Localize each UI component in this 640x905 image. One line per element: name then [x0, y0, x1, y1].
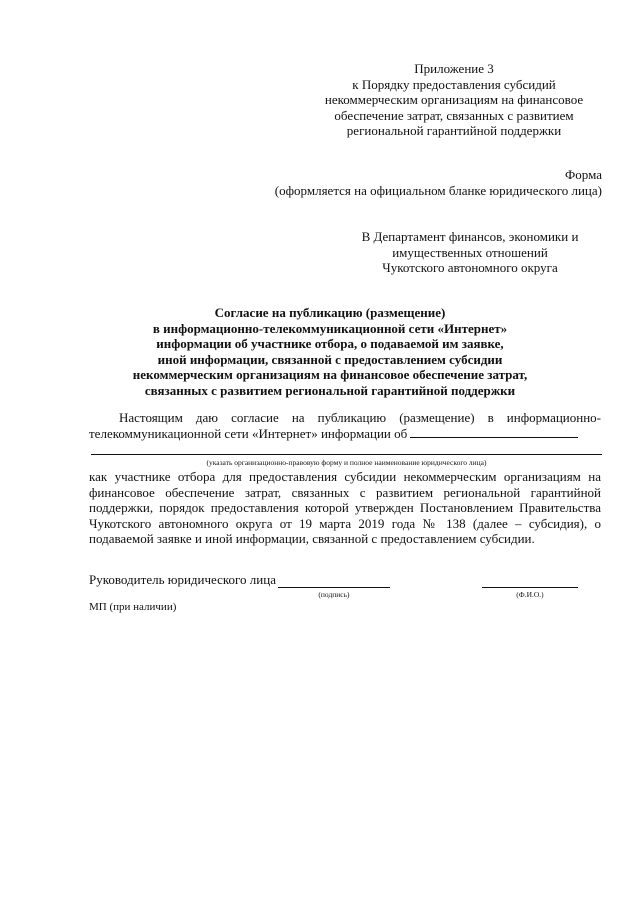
signature-line[interactable] [278, 587, 390, 588]
appendix-header [310, 61, 598, 139]
organization-name-line[interactable] [91, 454, 602, 455]
signature-hint: (подпись) [318, 590, 350, 599]
consent-paragraph-start [89, 410, 601, 441]
title-line: Согласие на публикацию (размещение) [214, 305, 446, 320]
appendix-line: к Порядку предоставления субсидий [352, 76, 556, 92]
organization-hint: (указать организационно-правовую форму и полное наименование юридического лица) [206, 458, 487, 467]
organization-blank[interactable] [410, 426, 578, 438]
addressee-line: имущественных отношений [392, 244, 548, 260]
full-name-line[interactable] [482, 587, 578, 588]
form-label: Форма [565, 167, 602, 182]
appendix-line: некоммерческим организациям на финансовое [324, 92, 584, 107]
appendix-line: обеспечение затрат, связанных с развитием [334, 107, 574, 123]
form-note: (оформляется на официальном бланке юридического лица) [274, 182, 602, 198]
full-name-hint: (Ф.И.О.) [516, 590, 544, 599]
consent-text-start: Настоящим даю согласие на публикацию (размещение) в информационно-телекоммуникационной сети «Интернет» информации об [89, 410, 601, 441]
addressee-line: В Департамент финансов, экономики и [361, 229, 579, 244]
stamp-note: МП (при наличии) [89, 601, 177, 613]
title-line: в информационно-телекоммуникационной сети «Интернет» [152, 320, 508, 336]
signatory-label: Руководитель юридического лица [89, 572, 276, 587]
title-line: иной информации, связанной с предоставлением субсидии [157, 351, 503, 367]
document-title [120, 305, 540, 398]
addressee-line: Чукотского автономного округа [382, 260, 558, 275]
appendix-line: региональной гарантийной поддержки [346, 123, 562, 138]
addressee-block [350, 229, 590, 276]
title-line: связанных с развитием региональной гарантийной поддержки [144, 382, 516, 398]
form-block [230, 167, 602, 198]
appendix-line: Приложение 3 [414, 61, 494, 76]
title-line: некоммерческим организациям на финансовое обеспечение затрат, [132, 367, 528, 382]
consent-paragraph-rest: как участнике отбора для предоставления субсидии некоммерческим организациям на финансовое обеспечение затрат, связанных с развитием региональной гарантийной поддержки, порядок предоставления которой утвержден Постановлением Правительства Чукотского автономного округа от 19 марта 2019 года № 138 (далее – субсидия), о подаваемой заявке и иной информации, связанной с предоставлением субсидии. [89, 469, 601, 546]
title-line: информации об участнике отбора, о подаваемой им заявке, [156, 336, 504, 351]
